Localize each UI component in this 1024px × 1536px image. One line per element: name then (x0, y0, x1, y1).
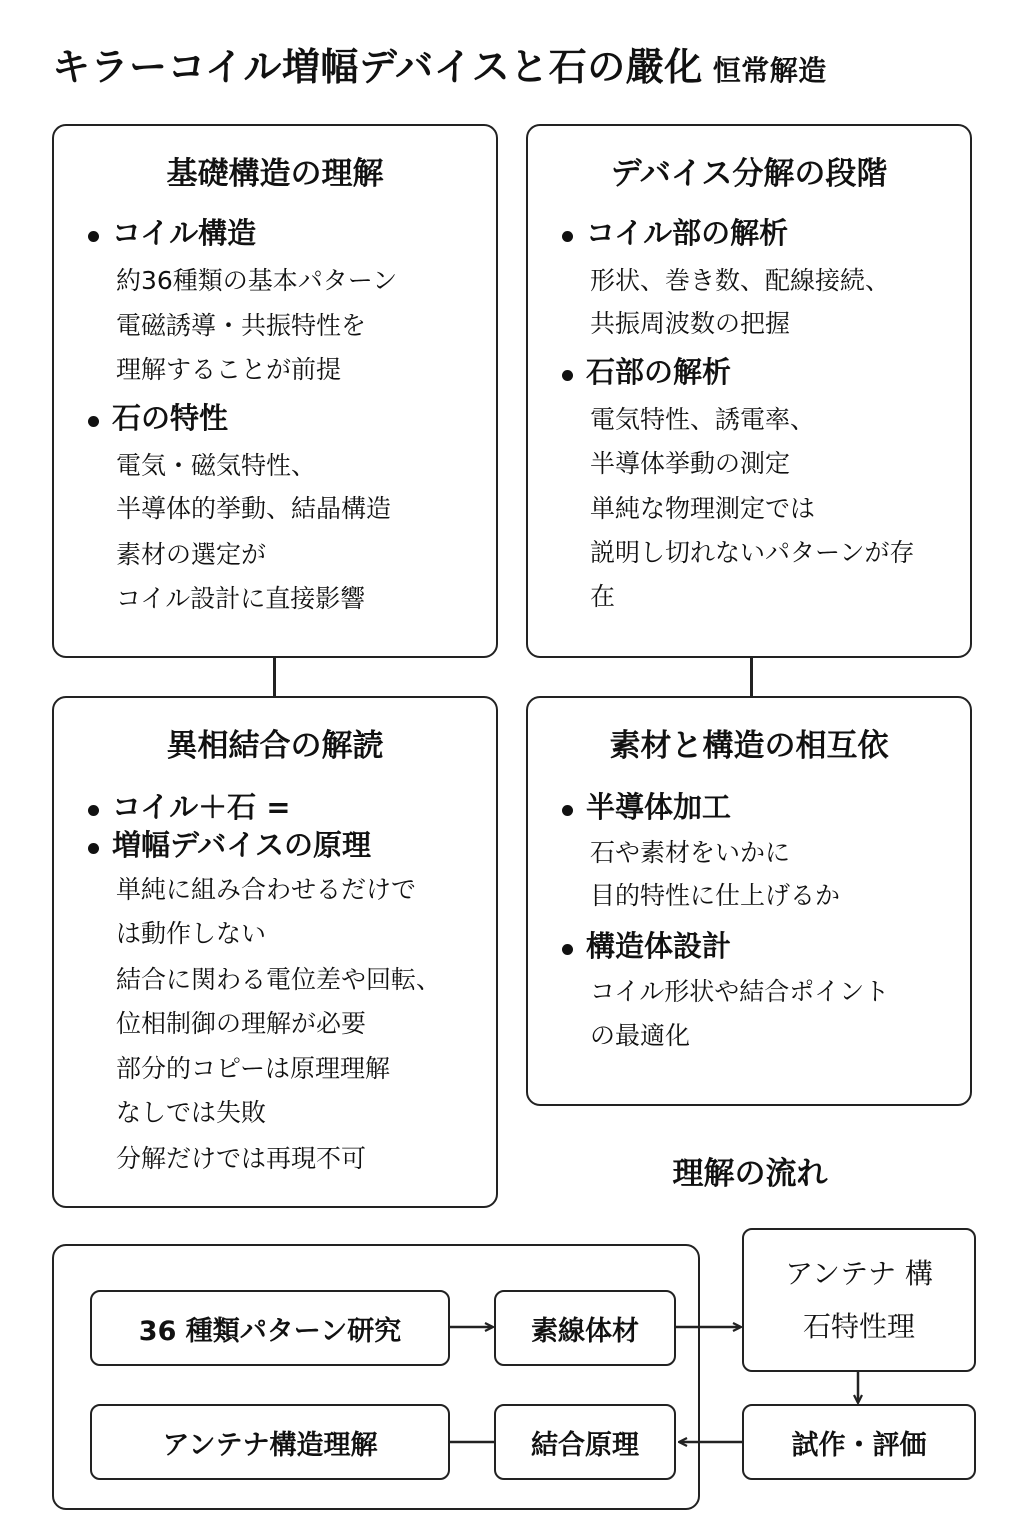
flow-step-label: 36 種類パターン研究 (138, 1315, 402, 1347)
text-line: コイル設計に直接影響 (116, 583, 366, 613)
box-materials-heading: 素材と構造の相互依 (609, 728, 889, 764)
flow-step-pattern-research (90, 1290, 450, 1366)
text-line: 在 (590, 581, 616, 611)
box-coupling-heading: 異相結合の解読 (166, 728, 384, 764)
flow-title: 理解の流れ (672, 1156, 828, 1192)
flow-step-label: 試作・評価 (791, 1429, 927, 1461)
flow-step-material (494, 1290, 676, 1366)
text-line: なしでは失敗 (116, 1098, 267, 1128)
text-line: は動作しない (116, 919, 267, 949)
flow-step-label: 石特性理 (802, 1310, 915, 1343)
text-line: 共振周波数の把握 (590, 309, 791, 339)
text-line: 電磁誘導・共振特性を (116, 311, 367, 341)
text-line: 位相制御の理解が必要 (116, 1008, 367, 1038)
flow-step-coupling-principle (494, 1404, 676, 1480)
text-line: コイル形状や結合ポイント (590, 976, 890, 1006)
flow-step-label: 素線体材 (531, 1315, 639, 1347)
title-sub: 恒常解造 (712, 54, 827, 87)
text-line: 単純な物理測定では (590, 494, 816, 524)
text-line: 石や素材をいかに (590, 837, 791, 867)
flow-step-label: アンテナ 構 (785, 1256, 933, 1290)
text-line: 約36種類の基本パターン (116, 265, 398, 295)
text-line: 目的特性に仕上げるか (590, 881, 841, 911)
text-line: 半導体挙動の測定 (590, 448, 791, 478)
flow-step-antenna-stone (742, 1228, 976, 1372)
text-line: 理解することが前提 (116, 355, 342, 385)
text-line: 電気特性、誘電率、 (590, 404, 816, 434)
text-line: 結合に関わる電位差や回転、 (116, 964, 442, 994)
title-main: キラーコイル増幅デバイスと石の嚴化 (52, 45, 703, 89)
box-device-disassembly-heading: デバイス分解の段階 (610, 156, 888, 192)
text-line: 分解だけでは再現不可 (116, 1143, 367, 1173)
text-line: 説明し切れないパターンが存 (590, 538, 915, 568)
text-line: 形状、巻き数、配線接続、 (590, 265, 891, 295)
text-line: 電気・磁気特性、 (116, 450, 317, 480)
text-line: 単純に組み合わせるだけで (116, 875, 417, 905)
section-head: コイル構造 (112, 215, 482, 253)
section-head: 石部の解析 (586, 354, 956, 392)
section-head: 構造体設計 (586, 928, 956, 966)
flow-step-label: アンテナ構造理解 (162, 1429, 378, 1461)
section-head-line2: 増幅デバイスの原理 (112, 827, 482, 865)
flow-step-trial-evaluation (742, 1404, 976, 1480)
section-head: 石の特性 (112, 400, 482, 438)
flow-step-label: 結合原理 (531, 1429, 639, 1461)
box-basic-structure-heading: 基礎構造の理解 (166, 156, 384, 192)
section-head: 半導体加工 (586, 789, 956, 827)
text-line: 部分的コピーは原理理解 (116, 1054, 391, 1084)
text-line: 半導体的挙動、結晶構造 (116, 494, 392, 524)
text-line: の最適化 (590, 1020, 691, 1050)
flow-step-antenna-understanding (90, 1404, 450, 1480)
section-head: コイル部の解析 (586, 215, 956, 253)
section-head: コイル＋石 = (112, 789, 482, 827)
text-line: 素材の選定が (116, 540, 267, 570)
